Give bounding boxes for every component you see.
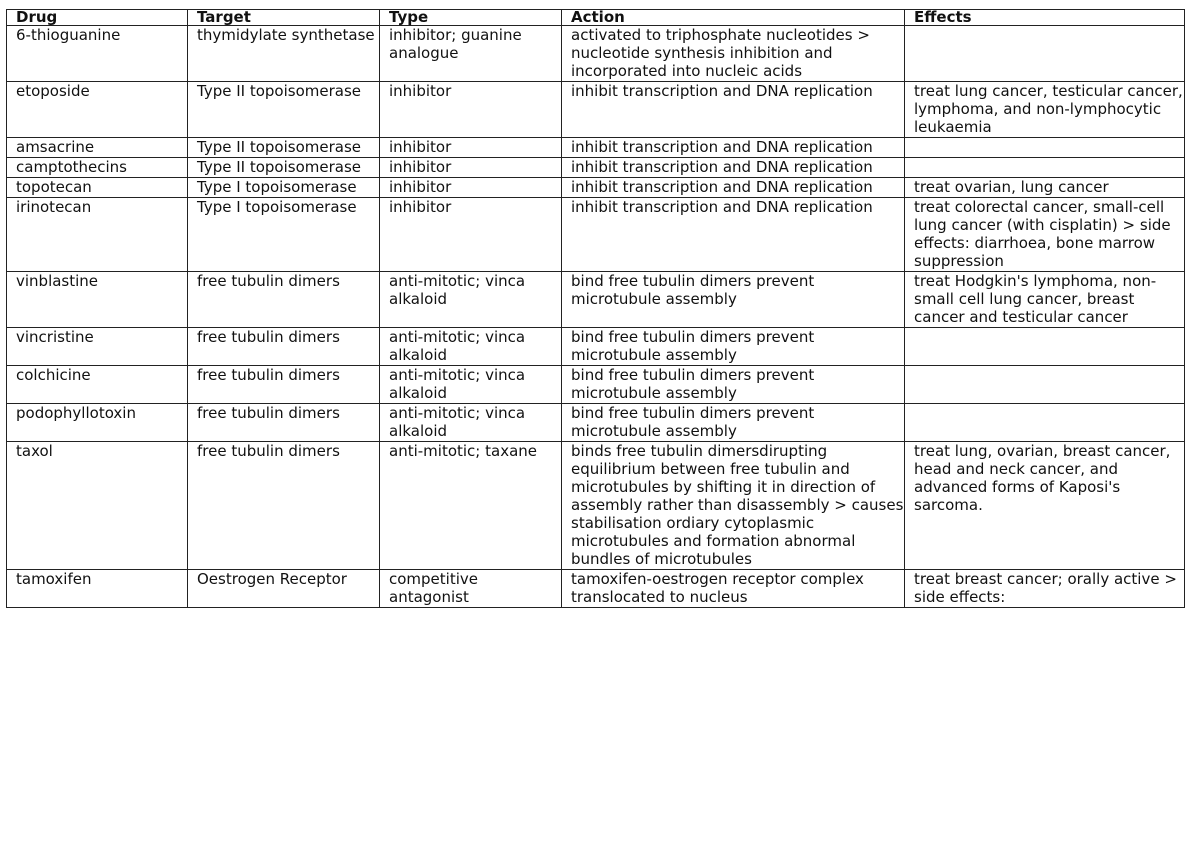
table-row [7, 442, 1185, 570]
cell-type: inhibitor [380, 178, 562, 198]
cell-target: free tubulin dimers [188, 442, 380, 570]
cell-drug: podophyllotoxin [7, 404, 188, 442]
cell-effects [905, 366, 1185, 404]
cell-type: inhibitor [380, 158, 562, 178]
cell-drug: etoposide [7, 82, 188, 138]
table-row [7, 26, 1185, 82]
table-row [7, 138, 1185, 158]
table-row [7, 198, 1185, 272]
cell-drug: tamoxifen [7, 570, 188, 608]
cell-action: bind free tubulin dimers prevent microtubule assembly [562, 366, 905, 404]
cell-effects: treat ovarian, lung cancer [905, 178, 1185, 198]
cell-effects: treat lung, ovarian, breast cancer, head and neck cancer, and advanced forms of Kaposi's sarcoma. [905, 442, 1185, 570]
cell-type: inhibitor [380, 198, 562, 272]
cell-drug: irinotecan [7, 198, 188, 272]
cell-target: free tubulin dimers [188, 272, 380, 328]
cell-type: anti-mitotic; taxane [380, 442, 562, 570]
cell-drug: amsacrine [7, 138, 188, 158]
header-type: Type [380, 10, 562, 26]
table-row [7, 178, 1185, 198]
cell-target: Type I topoisomerase [188, 178, 380, 198]
cell-drug: camptothecins [7, 158, 188, 178]
cell-target: thymidylate synthetase [188, 26, 380, 82]
cell-target: Oestrogen Receptor [188, 570, 380, 608]
page-bottom-margin [0, 831, 1200, 848]
cell-drug: colchicine [7, 366, 188, 404]
cell-action: binds free tubulin dimersdirupting equilibrium between free tubulin and microtubules by shifting it in direction of assembly rather than disassembly > causes stabilisation ordiary cytoplasmic microtubules and formation abnormal bundles of microtubules [562, 442, 905, 570]
cell-action: bind free tubulin dimers prevent microtubule assembly [562, 328, 905, 366]
cell-type: anti-mitotic; vinca alkaloid [380, 404, 562, 442]
cell-target: free tubulin dimers [188, 404, 380, 442]
cell-type: inhibitor; guanine analogue [380, 26, 562, 82]
cell-effects [905, 26, 1185, 82]
cell-type: competitive antagonist [380, 570, 562, 608]
cell-drug: topotecan [7, 178, 188, 198]
cell-drug: taxol [7, 442, 188, 570]
cell-effects: treat colorectal cancer, small-cell lung cancer (with cisplatin) > side effects: diarrhoea, bone marrow suppression [905, 198, 1185, 272]
header-drug: Drug [7, 10, 188, 26]
header-effects: Effects [905, 10, 1185, 26]
cell-target: free tubulin dimers [188, 366, 380, 404]
cell-action: inhibit transcription and DNA replication [562, 178, 905, 198]
cell-type: anti-mitotic; vinca alkaloid [380, 272, 562, 328]
header-action: Action [562, 10, 905, 26]
cell-action: bind free tubulin dimers prevent microtubule assembly [562, 272, 905, 328]
cell-target: Type II topoisomerase [188, 82, 380, 138]
table-row [7, 82, 1185, 138]
cell-effects [905, 404, 1185, 442]
cell-action: inhibit transcription and DNA replication [562, 82, 905, 138]
cell-drug: 6-thioguanine [7, 26, 188, 82]
table-row [7, 570, 1185, 608]
drug-table [6, 9, 1185, 608]
table-row [7, 272, 1185, 328]
cell-effects [905, 158, 1185, 178]
cell-target: Type II topoisomerase [188, 158, 380, 178]
cell-effects [905, 138, 1185, 158]
cell-type: anti-mitotic; vinca alkaloid [380, 366, 562, 404]
cell-type: inhibitor [380, 82, 562, 138]
cell-action: inhibit transcription and DNA replication [562, 138, 905, 158]
cell-type: anti-mitotic; vinca alkaloid [380, 328, 562, 366]
table-row [7, 158, 1185, 178]
cell-action: tamoxifen-oestrogen receptor complex translocated to nucleus [562, 570, 905, 608]
cell-type: inhibitor [380, 138, 562, 158]
cell-action: inhibit transcription and DNA replication [562, 158, 905, 178]
cell-effects: treat lung cancer, testicular cancer, lymphoma, and non-lymphocytic leukaemia [905, 82, 1185, 138]
table-row [7, 404, 1185, 442]
cell-effects: treat breast cancer; orally active > side effects: [905, 570, 1185, 608]
table-row [7, 366, 1185, 404]
cell-action: bind free tubulin dimers prevent microtubule assembly [562, 404, 905, 442]
cell-action: activated to triphosphate nucleotides > nucleotide synthesis inhibition and incorporated into nucleic acids [562, 26, 905, 82]
cell-effects: treat Hodgkin's lymphoma, non-small cell lung cancer, breast cancer and testicular cancer [905, 272, 1185, 328]
cell-drug: vincristine [7, 328, 188, 366]
cell-target: Type I topoisomerase [188, 198, 380, 272]
header-row [7, 10, 1185, 26]
cell-effects [905, 328, 1185, 366]
table-row [7, 328, 1185, 366]
cell-target: free tubulin dimers [188, 328, 380, 366]
cell-drug: vinblastine [7, 272, 188, 328]
header-target: Target [188, 10, 380, 26]
cell-target: Type II topoisomerase [188, 138, 380, 158]
cell-action: inhibit transcription and DNA replication [562, 198, 905, 272]
